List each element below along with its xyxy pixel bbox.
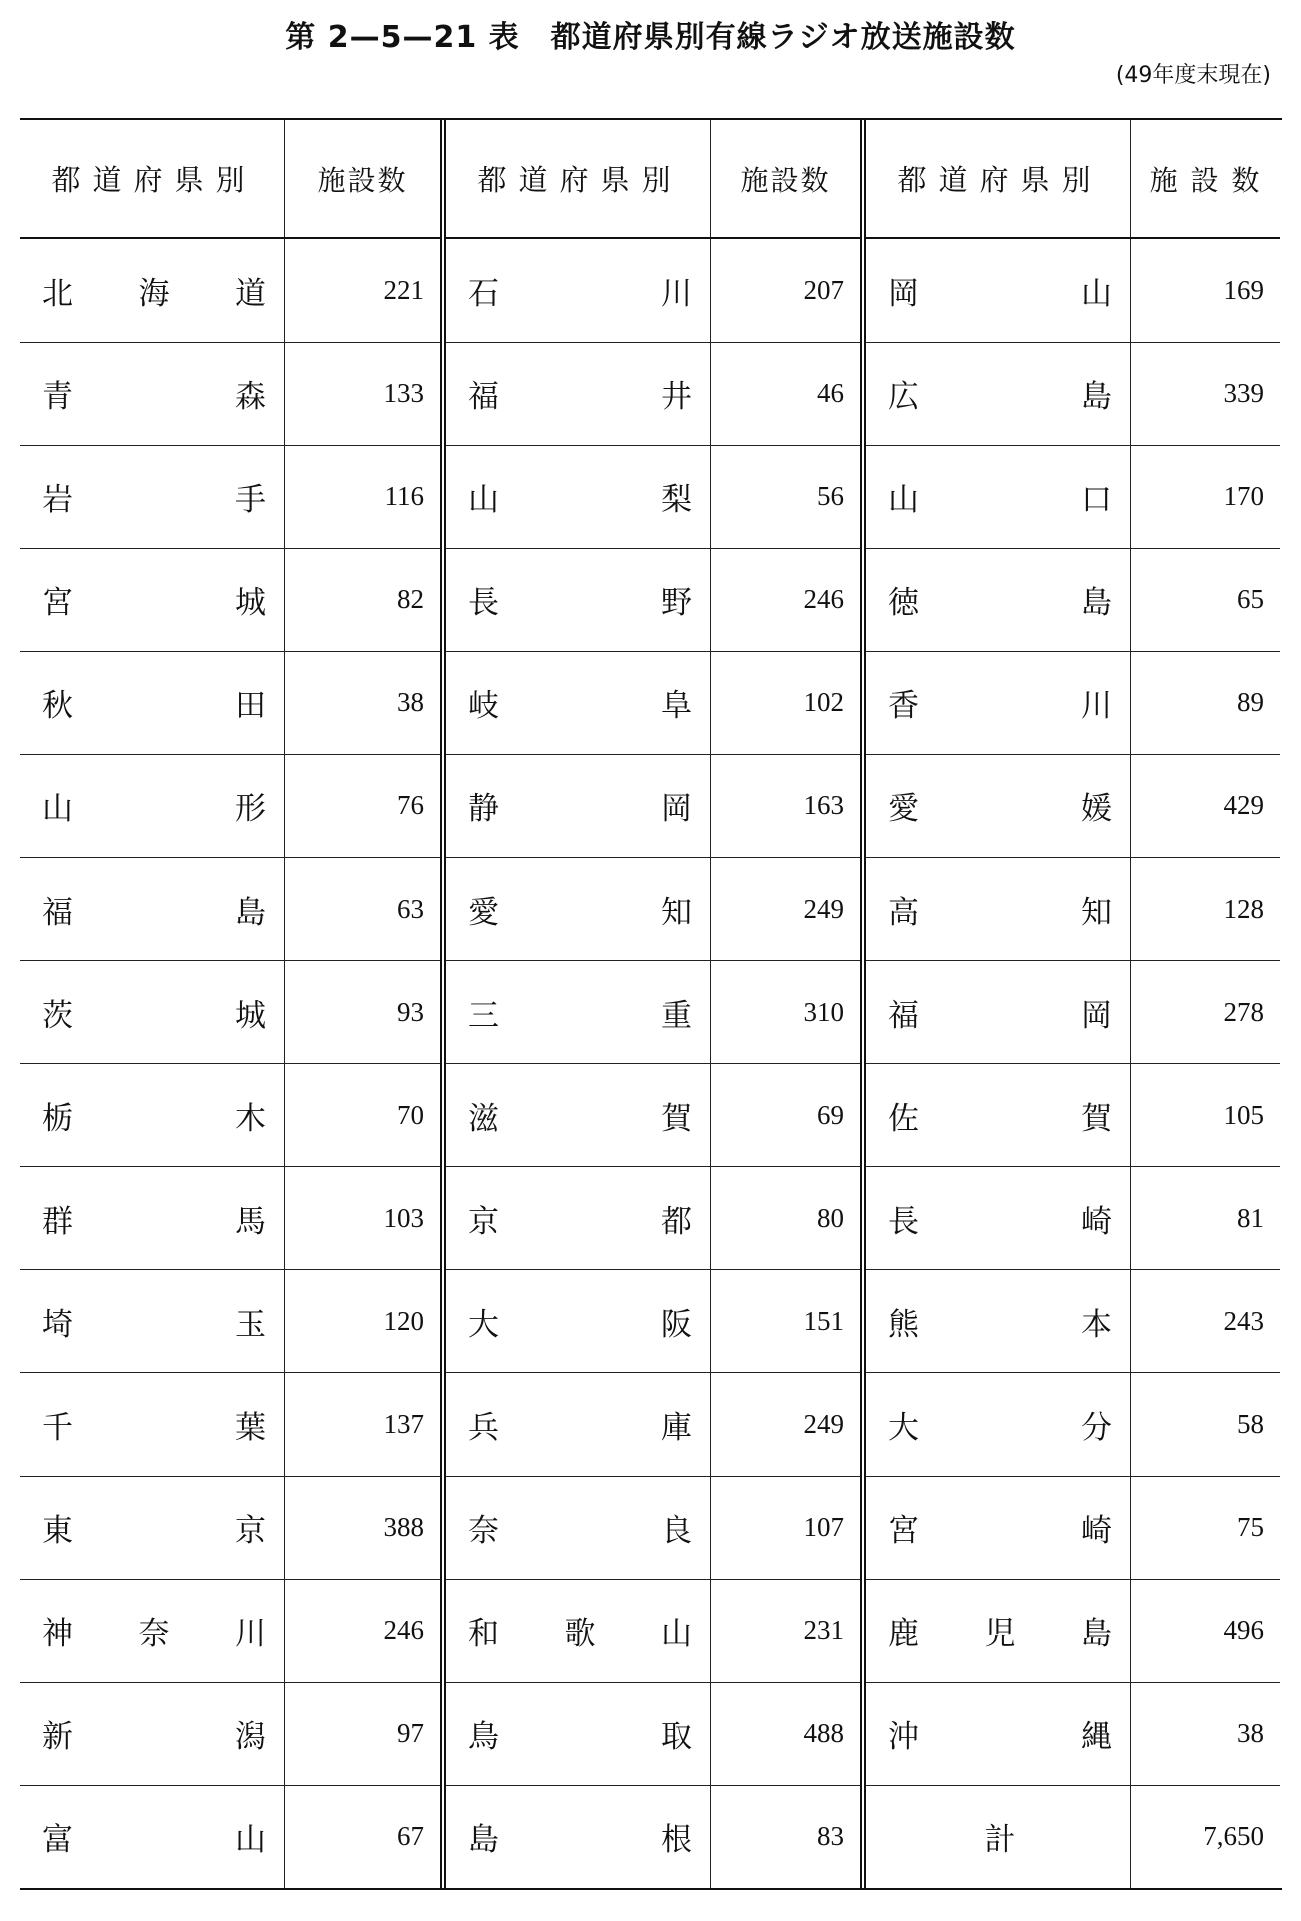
prefecture-name (446, 446, 711, 548)
prefecture-name (866, 652, 1131, 754)
facility-count: 107 (803, 1512, 844, 1543)
facility-count: 58 (1237, 1408, 1264, 1439)
table-row (866, 1580, 1280, 1683)
name-char: 知 (1081, 894, 1112, 931)
prefecture-name (866, 1580, 1131, 1682)
name-char: 島 (1081, 379, 1112, 416)
facility-count: 63 (397, 893, 424, 924)
table-row (866, 1786, 1280, 1888)
name-char: 島 (1081, 1616, 1112, 1653)
prefecture-name (866, 1270, 1131, 1372)
name-char: 神 (42, 1616, 73, 1653)
name-char: 香 (888, 688, 919, 725)
prefecture-name (866, 1167, 1131, 1269)
facility-count: 221 (383, 274, 424, 305)
name-char: 森 (235, 379, 266, 416)
name-char: 愛 (468, 894, 499, 931)
name-char: 大 (468, 1306, 499, 1343)
name-char: 歌 (564, 1616, 596, 1653)
prefecture-name (446, 961, 711, 1063)
name-char: 高 (888, 894, 919, 931)
name-char: 新 (42, 1719, 73, 1756)
name-char: 庫 (661, 1409, 692, 1446)
prefecture-name (446, 239, 711, 341)
prefecture-name (446, 858, 711, 960)
name-char: 広 (888, 379, 919, 416)
name-char: 島 (1081, 585, 1112, 622)
prefecture-name (446, 1373, 711, 1475)
name-char: 本 (1081, 1306, 1112, 1343)
name-char: 宮 (888, 1513, 919, 1550)
table-row (866, 239, 1280, 342)
facility-count: 120 (383, 1305, 424, 1336)
header-count: 施 設 数 (1149, 163, 1262, 197)
facility-count: 93 (397, 996, 424, 1027)
name-char: 井 (661, 379, 692, 416)
name-char: 静 (468, 791, 499, 828)
table-row (446, 1786, 860, 1888)
name-char: 媛 (1081, 791, 1112, 828)
table-row (20, 961, 440, 1064)
name-char: 宮 (42, 585, 73, 622)
table-row (20, 239, 440, 342)
facility-count: 133 (383, 378, 424, 409)
table-row (446, 1167, 860, 1270)
prefecture-name (446, 1064, 711, 1166)
table-row (866, 961, 1280, 1064)
table-row (866, 858, 1280, 961)
name-char: 石 (468, 275, 499, 312)
prefecture-name (446, 1270, 711, 1372)
name-char: 滋 (468, 1100, 499, 1137)
prefecture-name (20, 239, 285, 341)
facility-count: 67 (397, 1821, 424, 1852)
table-row (866, 1064, 1280, 1167)
facility-count: 249 (803, 893, 844, 924)
name-char: 阜 (661, 688, 692, 725)
facility-table (20, 118, 1282, 1890)
name-char: 岡 (1081, 997, 1112, 1034)
name-char: 三 (468, 997, 499, 1034)
table-row (20, 446, 440, 549)
name-char: 児 (984, 1616, 1016, 1653)
prefecture-name (866, 446, 1131, 548)
table-row (446, 961, 860, 1064)
prefecture-name (446, 1580, 711, 1682)
name-char: 栃 (42, 1100, 73, 1137)
name-char: 北 (42, 275, 73, 312)
prefecture-name (866, 239, 1131, 341)
table-row (20, 1167, 440, 1270)
header-row (20, 120, 440, 239)
prefecture-name (446, 652, 711, 754)
prefecture-name (866, 1373, 1131, 1475)
name-char: 山 (42, 791, 73, 828)
name-char: 海 (138, 275, 170, 312)
facility-count: 105 (1223, 1099, 1264, 1130)
facility-count: 46 (817, 378, 844, 409)
name-char: 潟 (235, 1719, 266, 1756)
table-row (20, 1270, 440, 1373)
name-char: 埼 (42, 1306, 73, 1343)
prefecture-name (446, 755, 711, 857)
facility-count: 116 (384, 481, 424, 512)
name-char: 鳥 (468, 1719, 499, 1756)
name-char: 熊 (888, 1306, 919, 1343)
facility-count: 75 (1237, 1512, 1264, 1543)
table-row (446, 1064, 860, 1167)
table-row (20, 549, 440, 652)
header-count: 施設数 (317, 163, 408, 197)
prefecture-name (20, 1683, 285, 1785)
facility-count: 81 (1237, 1202, 1264, 1233)
name-char: 道 (235, 275, 266, 312)
table-row (20, 1477, 440, 1580)
table-panel-1 (20, 120, 440, 1888)
table-row (20, 343, 440, 446)
table-row (866, 755, 1280, 858)
header-count: 施設数 (740, 163, 831, 197)
table-title: 第 2—5—21 表 都道府県別有線ラジオ放送施設数 (285, 20, 1016, 55)
name-char: 山 (468, 482, 499, 519)
name-char: 岡 (888, 275, 919, 312)
name-char: 長 (888, 1203, 919, 1240)
name-char: 崎 (1081, 1513, 1112, 1550)
prefecture-name (20, 1786, 285, 1888)
name-char: 分 (1081, 1409, 1112, 1446)
prefecture-name (446, 1167, 711, 1269)
table-row (446, 1580, 860, 1683)
prefecture-name (20, 1580, 285, 1682)
name-char: 山 (888, 482, 919, 519)
name-char: 川 (1081, 688, 1112, 725)
name-char: 都 (661, 1203, 692, 1240)
name-char: 縄 (1081, 1719, 1112, 1756)
facility-count: 128 (1223, 893, 1264, 924)
prefecture-name (20, 343, 285, 445)
prefecture-name (446, 343, 711, 445)
name-char: 岐 (468, 688, 499, 725)
name-char: 野 (661, 585, 692, 622)
facility-count: 89 (1237, 687, 1264, 718)
name-char: 川 (235, 1616, 266, 1653)
facility-count: 246 (383, 1615, 424, 1646)
prefecture-name (866, 1683, 1131, 1785)
facility-count: 170 (1223, 481, 1264, 512)
facility-count: 76 (397, 790, 424, 821)
name-char: 茨 (42, 997, 73, 1034)
table-row (20, 652, 440, 755)
facility-count: 38 (1237, 1718, 1264, 1749)
table-row (446, 343, 860, 446)
facility-count: 310 (803, 996, 844, 1027)
prefecture-name: 計 (866, 1786, 1131, 1888)
name-char: 城 (235, 997, 266, 1034)
facility-count: 429 (1223, 790, 1264, 821)
table-row (20, 1580, 440, 1683)
prefecture-name (866, 1477, 1131, 1579)
name-char: 佐 (888, 1100, 919, 1137)
prefecture-name (20, 1167, 285, 1269)
table-row (446, 1270, 860, 1373)
facility-count: 163 (803, 790, 844, 821)
table-row (866, 1270, 1280, 1373)
table-row (866, 446, 1280, 549)
prefecture-name (446, 1683, 711, 1785)
prefecture-name (20, 549, 285, 651)
name-char: 徳 (888, 585, 919, 622)
name-char: 手 (235, 482, 266, 519)
header-row (866, 120, 1280, 239)
name-char: 田 (235, 688, 266, 725)
name-char: 阪 (661, 1306, 692, 1343)
table-row (866, 549, 1280, 652)
table-panel-2 (440, 120, 860, 1888)
name-char: 鹿 (888, 1616, 919, 1653)
name-char: 京 (468, 1203, 499, 1240)
facility-count: 207 (803, 274, 844, 305)
table-row (446, 239, 860, 342)
name-char: 福 (888, 997, 919, 1034)
header-prefecture: 都道府県別 (20, 120, 285, 237)
name-char: 岡 (661, 791, 692, 828)
name-char: 青 (42, 379, 73, 416)
facility-count: 488 (803, 1718, 844, 1749)
facility-count: 83 (817, 1821, 844, 1852)
name-char: 千 (42, 1409, 73, 1446)
name-char: 奈 (138, 1616, 170, 1653)
table-row (866, 1683, 1280, 1786)
facility-count: 339 (1223, 378, 1264, 409)
table-row (866, 1373, 1280, 1476)
facility-count: 69 (817, 1099, 844, 1130)
table-row (866, 1477, 1280, 1580)
name-char: 根 (661, 1822, 692, 1859)
facility-count: 249 (803, 1408, 844, 1439)
table-row (446, 1477, 860, 1580)
facility-count: 137 (383, 1408, 424, 1439)
prefecture-name (866, 755, 1131, 857)
name-char: 山 (661, 1616, 692, 1653)
name-char: 城 (235, 585, 266, 622)
name-char: 和 (468, 1616, 499, 1653)
facility-count: 80 (817, 1202, 844, 1233)
name-char: 福 (42, 894, 73, 931)
name-char: 崎 (1081, 1203, 1112, 1240)
prefecture-name (20, 961, 285, 1063)
name-char: 形 (235, 791, 266, 828)
as-of-note: (49年度末現在) (1115, 63, 1271, 88)
header-row (446, 120, 860, 239)
facility-count: 97 (397, 1718, 424, 1749)
prefecture-name (20, 446, 285, 548)
table-row (20, 1064, 440, 1167)
facility-count: 65 (1237, 584, 1264, 615)
facility-count: 246 (803, 584, 844, 615)
facility-count: 7,650 (1203, 1821, 1264, 1852)
facility-count: 169 (1223, 274, 1264, 305)
prefecture-name (866, 1064, 1131, 1166)
header-prefecture: 都道府県別 (866, 120, 1131, 237)
name-char: 賀 (1081, 1100, 1112, 1137)
table-row (20, 755, 440, 858)
name-char: 富 (42, 1822, 73, 1859)
facility-count: 70 (397, 1099, 424, 1130)
prefecture-name (20, 1270, 285, 1372)
facility-count: 278 (1223, 996, 1264, 1027)
table-row (866, 652, 1280, 755)
name-char: 兵 (468, 1409, 499, 1446)
table-row (20, 1683, 440, 1786)
prefecture-name (866, 343, 1131, 445)
name-char: 群 (42, 1203, 73, 1240)
name-char: 長 (468, 585, 499, 622)
prefecture-name (20, 1064, 285, 1166)
name-char: 重 (661, 997, 692, 1034)
name-char: 馬 (235, 1203, 266, 1240)
name-char: 川 (661, 275, 692, 312)
facility-count: 231 (803, 1615, 844, 1646)
prefecture-name (866, 858, 1131, 960)
name-char: 良 (661, 1513, 692, 1550)
table-row (446, 652, 860, 755)
facility-count: 103 (383, 1202, 424, 1233)
table-row (20, 858, 440, 961)
name-char: 大 (888, 1409, 919, 1446)
facility-count: 38 (397, 687, 424, 718)
prefecture-name (20, 652, 285, 754)
table-row (446, 446, 860, 549)
name-char: 島 (468, 1822, 499, 1859)
table-row (446, 549, 860, 652)
facility-count: 102 (803, 687, 844, 718)
name-char: 愛 (888, 791, 919, 828)
table-row (20, 1786, 440, 1888)
facility-count: 243 (1223, 1305, 1264, 1336)
name-char: 山 (235, 1822, 266, 1859)
facility-count: 151 (803, 1305, 844, 1336)
name-char: 山 (1081, 275, 1112, 312)
table-panel-3 (860, 120, 1280, 1888)
header-prefecture: 都道府県別 (446, 120, 711, 237)
prefecture-name (866, 549, 1131, 651)
table-row (446, 1683, 860, 1786)
table-row (446, 755, 860, 858)
name-char: 東 (42, 1513, 73, 1550)
table-row (446, 858, 860, 961)
prefecture-name (20, 1373, 285, 1475)
prefecture-name (866, 961, 1131, 1063)
name-char: 賀 (661, 1100, 692, 1137)
name-char: 岩 (42, 482, 73, 519)
prefecture-name (446, 1477, 711, 1579)
facility-count: 56 (817, 481, 844, 512)
table-row (20, 1373, 440, 1476)
facility-count: 388 (383, 1512, 424, 1543)
prefecture-name (20, 858, 285, 960)
table-row (446, 1373, 860, 1476)
name-char: 梨 (661, 482, 692, 519)
name-char: 葉 (235, 1409, 266, 1446)
name-char: 秋 (42, 688, 73, 725)
facility-count: 82 (397, 584, 424, 615)
facility-count: 496 (1223, 1615, 1264, 1646)
table-row (866, 343, 1280, 446)
name-char: 知 (661, 894, 692, 931)
prefecture-name (20, 755, 285, 857)
name-char: 取 (661, 1719, 692, 1756)
name-char: 奈 (468, 1513, 499, 1550)
prefecture-name (20, 1477, 285, 1579)
table-row (866, 1167, 1280, 1270)
name-char: 口 (1081, 482, 1112, 519)
name-char: 京 (235, 1513, 266, 1550)
name-char: 玉 (235, 1306, 266, 1343)
prefecture-name (446, 549, 711, 651)
name-char: 木 (235, 1100, 266, 1137)
name-char: 島 (235, 894, 266, 931)
prefecture-name (446, 1786, 711, 1888)
name-char: 沖 (888, 1719, 919, 1756)
name-char: 福 (468, 379, 499, 416)
